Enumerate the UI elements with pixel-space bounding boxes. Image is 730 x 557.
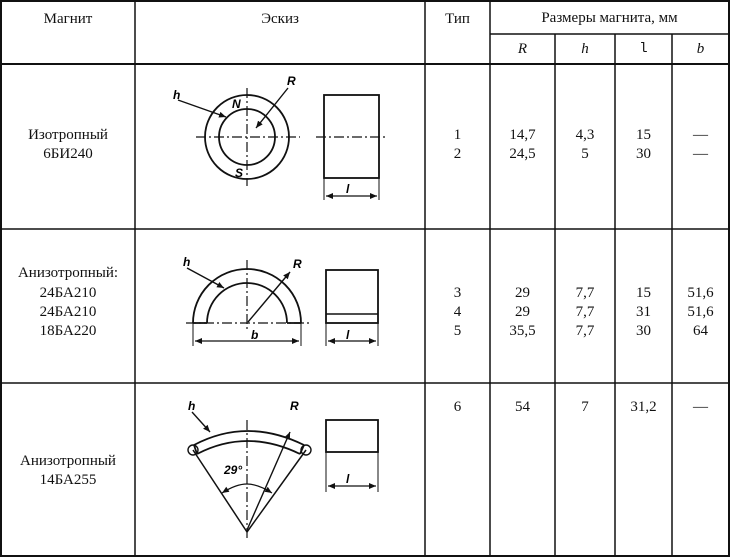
row1-h-1: 4,3	[575, 127, 595, 143]
ring-label-l: l	[346, 182, 350, 196]
row1-b-1: —	[693, 127, 708, 143]
sector-label-l: l	[346, 472, 350, 486]
header-col-h: h	[581, 41, 589, 57]
row2-R-2: 29	[515, 304, 530, 320]
arc-label-R: R	[293, 257, 302, 271]
row2-type-5: 5	[453, 323, 462, 339]
row2-l-2: 31	[636, 304, 651, 320]
row3-magnet-line1: Анизотропный	[20, 453, 116, 469]
row2-R-1: 29	[515, 285, 530, 301]
row1-magnet-line2: 6БИ240	[43, 146, 93, 162]
header-col-b: b	[696, 41, 705, 57]
header-sketch: Эскиз	[261, 11, 299, 27]
row3-magnet-line2: 14БА255	[39, 472, 97, 488]
row1-b-2: —	[693, 146, 708, 162]
sector-label-h: h	[188, 399, 196, 413]
ring-label-R: R	[287, 74, 296, 88]
row2-h-3: 7,7	[575, 323, 595, 339]
row1-R-2: 24,5	[509, 146, 536, 162]
row3-type-6: 6	[453, 399, 462, 415]
row1-l-1: 15	[636, 127, 651, 143]
sector-sketch	[188, 412, 378, 540]
ring-sketch	[178, 88, 388, 200]
row3-h-1: 7	[581, 399, 589, 415]
row3-b-1: —	[693, 399, 708, 415]
row2-type-3: 3	[453, 285, 462, 301]
header-magnet: Магнит	[43, 11, 93, 27]
row3-l-1: 31,2	[630, 399, 657, 415]
sector-label-R: R	[290, 399, 299, 413]
row3-R-1: 54	[515, 399, 530, 415]
ring-label-N: N	[232, 97, 241, 111]
row2-b-3: 64	[693, 323, 708, 339]
ring-label-h: h	[173, 88, 181, 102]
sector-label-angle: 29°	[224, 463, 243, 477]
row1-h-2: 5	[581, 146, 589, 162]
row2-l-3: 30	[636, 323, 651, 339]
row2-R-3: 35,5	[509, 323, 536, 339]
row1-R-1: 14,7	[509, 127, 536, 143]
arc-label-h: h	[183, 255, 191, 269]
row1-type-2: 2	[453, 146, 462, 162]
header-type: Тип	[445, 11, 470, 27]
row2-l-1: 15	[636, 285, 651, 301]
row2-magnet-line1: Анизотропный:	[17, 265, 119, 281]
row2-h-2: 7,7	[575, 304, 595, 320]
arc-label-b: b	[251, 328, 259, 342]
row2-type-4: 4	[453, 304, 462, 320]
row2-magnet-line4: 18БА220	[39, 323, 97, 339]
arc-label-l: l	[346, 328, 350, 342]
row2-magnet-line2: 24БА210	[39, 285, 97, 301]
row2-b-1: 51,6	[687, 285, 714, 301]
row2-magnet-line3: 24БА210	[39, 304, 97, 320]
ring-label-S: S	[235, 166, 244, 180]
header-col-R: R	[517, 41, 528, 57]
header-dimensions: Размеры магнита, мм	[541, 10, 678, 26]
row1-l-2: 30	[636, 146, 651, 162]
row2-h-1: 7,7	[575, 285, 595, 301]
header-col-l: l	[639, 41, 648, 57]
row1-magnet-line1: Изотропный	[28, 127, 108, 143]
row1-type-1: 1	[453, 127, 462, 143]
row2-b-2: 51,6	[687, 304, 714, 320]
